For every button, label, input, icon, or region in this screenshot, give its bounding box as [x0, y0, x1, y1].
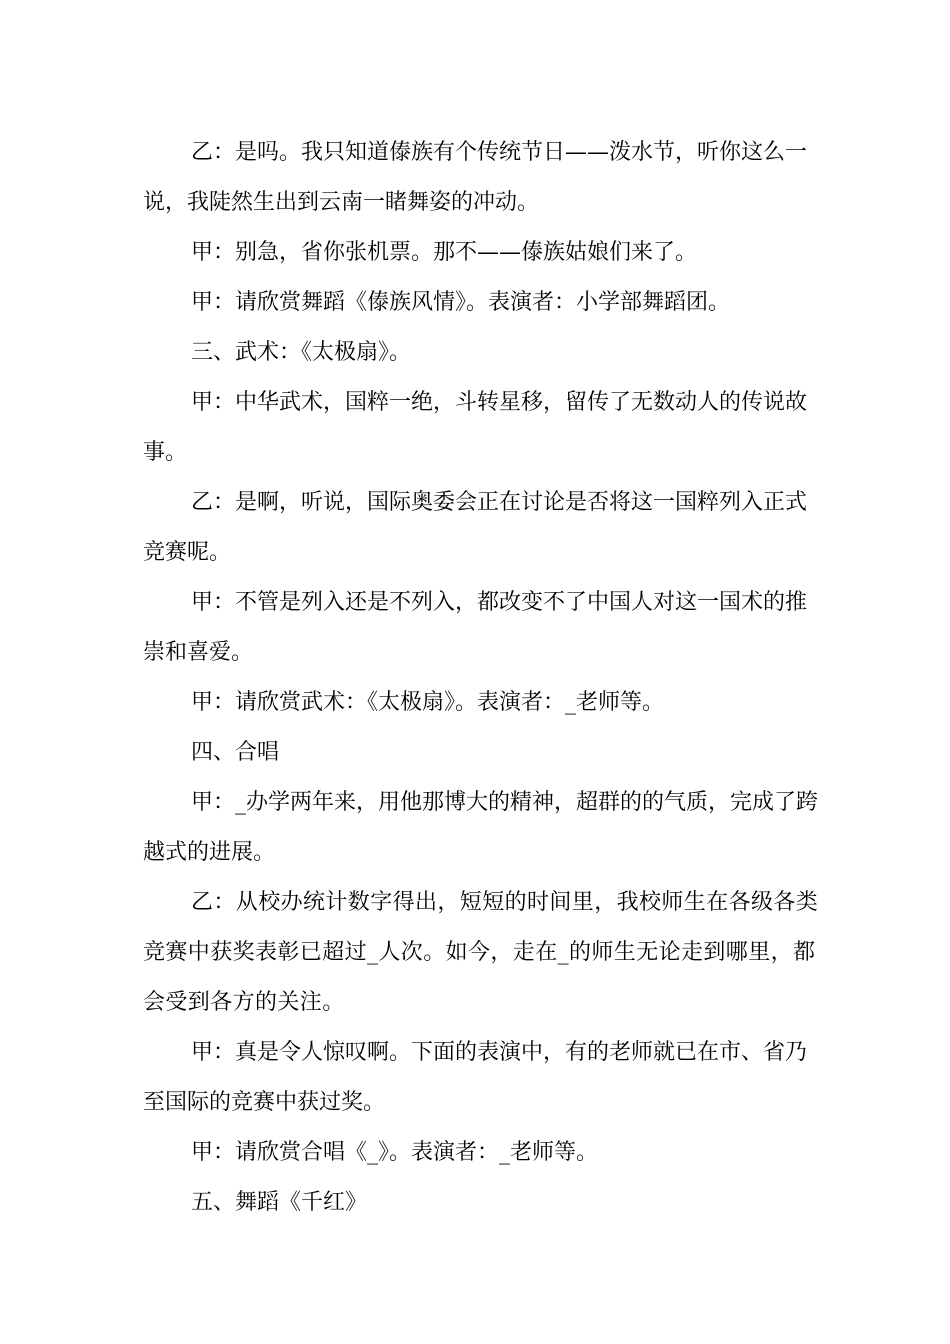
- section-heading-chorus: 四、合唱: [191, 740, 280, 765]
- paragraph-10: 甲：_办学两年来，用他那博大的精神，超群的的气质，完成了跨越式的进展。: [143, 790, 819, 865]
- paragraph-5: 甲：中华武术，国粹一绝，斗转星移，留传了无数动人的传说故事。: [143, 390, 808, 465]
- section-heading-wushu: 三、武术：《太极扇》。: [191, 340, 412, 365]
- paragraph-1: 乙：是吗。我只知道傣族有个传统节日——泼水节，听你这么一说，我陡然生出到云南一睹舞姿的冲动。: [143, 140, 808, 215]
- document-body: [143, 128, 823, 1228]
- paragraph-8: 甲：请欣赏武术：《太极扇》。表演者：_老师等。: [191, 690, 665, 715]
- section-heading-dance: 五、舞蹈《千红》: [191, 1190, 368, 1215]
- paragraph-12: 甲：真是令人惊叹啊。下面的表演中，有的老师就已在市、省乃至国际的竞赛中获过奖。: [143, 1040, 808, 1115]
- paragraph-13: 甲：请欣赏合唱《_》。表演者：_老师等。: [191, 1140, 599, 1165]
- paragraph-2: 甲：别急，省你张机票。那不——傣族姑娘们来了。: [191, 240, 698, 265]
- paragraph-6: 乙：是啊，听说，国际奥委会正在讨论是否将这一国粹列入正式竞赛呢。: [143, 490, 808, 565]
- paragraph-11: 乙：从校办统计数字得出，短短的时间里，我校师生在各级各类竞赛中获奖表彰已超过_人次。如今，走在_的师生无论走到哪里，都会受到各方的关注。: [143, 890, 819, 1015]
- paragraph-7: 甲：不管是列入还是不列入，都改变不了中国人对这一国术的推崇和喜爱。: [143, 590, 808, 665]
- paragraph-3: 甲：请欣赏舞蹈《傣族风情》。表演者：小学部舞蹈团。: [191, 290, 731, 315]
